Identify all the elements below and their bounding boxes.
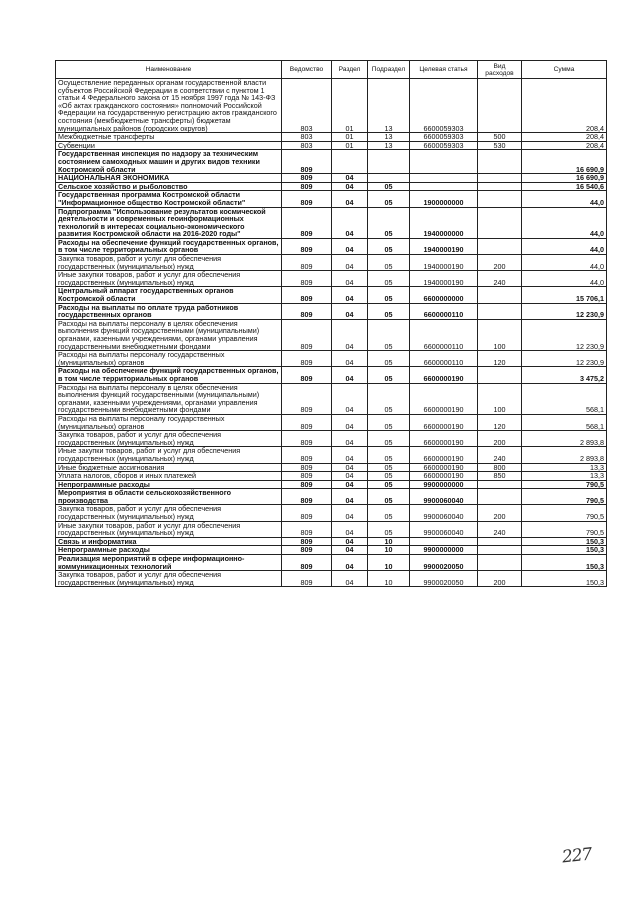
cell-vid: 200	[478, 255, 522, 271]
cell-article: 1940000190	[410, 271, 478, 287]
cell-podrazdel: 10	[368, 571, 410, 587]
cell-article: 6600000000	[410, 287, 478, 303]
cell-name: Подпрограмма "Использование результатов космической деятельности и современных геоинформационных технологий в интересах социально-экономического развития Костромской области на 2016-2020 годы"	[56, 207, 282, 238]
table-row	[56, 463, 607, 472]
cell-name: Связь и информатика	[56, 537, 282, 546]
cell-podrazdel: 05	[368, 207, 410, 238]
cell-article: 6600000190	[410, 472, 478, 481]
cell-razdel	[332, 150, 368, 174]
cell-name: Реализация мероприятий в сфере информационно-коммуникационных технологий	[56, 555, 282, 571]
table-row	[56, 367, 607, 383]
cell-sum: 16 690,9	[522, 174, 607, 183]
cell-name: Расходы на выплаты по оплате труда работников государственных органов	[56, 303, 282, 319]
cell-vedomstvo: 809	[282, 555, 332, 571]
table-row	[56, 571, 607, 587]
table-row	[56, 555, 607, 571]
cell-name: Расходы на обеспечение функций государственных органов, в том числе территориальных органов	[56, 238, 282, 254]
cell-article: 6600000190	[410, 447, 478, 463]
cell-vedomstvo: 809	[282, 521, 332, 537]
cell-sum: 208,4	[522, 141, 607, 150]
cell-name: Расходы на выплаты персоналу государственных (муниципальных) органов	[56, 414, 282, 430]
cell-article: 9900060040	[410, 489, 478, 505]
cell-name: Иные бюджетные ассигнования	[56, 463, 282, 472]
cell-vedomstvo: 809	[282, 546, 332, 555]
page-number: 227	[561, 844, 593, 868]
cell-podrazdel: 13	[368, 141, 410, 150]
cell-vid	[478, 238, 522, 254]
cell-sum: 790,5	[522, 505, 607, 521]
cell-vid	[478, 191, 522, 207]
cell-vedomstvo: 803	[282, 79, 332, 133]
table-row	[56, 431, 607, 447]
cell-vedomstvo: 809	[282, 537, 332, 546]
cell-name: Закупка товаров, работ и услуг для обеспечения государственных (муниципальных) нужд	[56, 255, 282, 271]
cell-razdel: 04	[332, 319, 368, 350]
cell-article: 6600000190	[410, 414, 478, 430]
cell-name: Сельское хозяйство и рыболовство	[56, 182, 282, 191]
cell-name: Иные закупки товаров, работ и услуг для обеспечения государственных (муниципальных) нужд	[56, 447, 282, 463]
cell-vedomstvo: 809	[282, 255, 332, 271]
cell-vedomstvo: 809	[282, 287, 332, 303]
cell-vedomstvo: 809	[282, 303, 332, 319]
cell-podrazdel	[368, 150, 410, 174]
cell-razdel: 04	[332, 255, 368, 271]
cell-name: Расходы на обеспечение функций государственных органов, в том числе территориальных органов	[56, 367, 282, 383]
cell-vid	[478, 207, 522, 238]
table-row	[56, 255, 607, 271]
cell-vedomstvo: 809	[282, 150, 332, 174]
cell-vedomstvo: 809	[282, 489, 332, 505]
cell-razdel: 04	[332, 207, 368, 238]
cell-name: Расходы на выплаты персоналу в целях обеспечения выполнения функций государственными (муниципальными) органами, казенными учреждениями, органами управления государственными внебюджетными фондами	[56, 319, 282, 350]
cell-vid: 200	[478, 505, 522, 521]
cell-sum: 15 706,1	[522, 287, 607, 303]
cell-article: 9900020050	[410, 571, 478, 587]
cell-name: Центральный аппарат государственных органов Костромской области	[56, 287, 282, 303]
cell-name: Уплата налогов, сборов и иных платежей	[56, 472, 282, 481]
cell-name: Закупка товаров, работ и услуг для обеспечения государственных (муниципальных) нужд	[56, 431, 282, 447]
table-row	[56, 447, 607, 463]
cell-razdel: 04	[332, 182, 368, 191]
cell-article: 6600000190	[410, 463, 478, 472]
table-row	[56, 414, 607, 430]
cell-razdel: 04	[332, 367, 368, 383]
cell-podrazdel: 05	[368, 414, 410, 430]
cell-vid: 800	[478, 463, 522, 472]
cell-vedomstvo: 803	[282, 141, 332, 150]
cell-vid: 850	[478, 472, 522, 481]
header-podrazdel: Подраздел	[368, 61, 410, 79]
cell-article: 6600059303	[410, 133, 478, 142]
cell-article: 9900000000	[410, 480, 478, 489]
table-row	[56, 79, 607, 133]
cell-podrazdel: 05	[368, 521, 410, 537]
cell-vedomstvo: 809	[282, 238, 332, 254]
cell-article: 9900060040	[410, 521, 478, 537]
cell-article: 9900000000	[410, 546, 478, 555]
cell-article: 6600000190	[410, 367, 478, 383]
cell-article: 6600000190	[410, 383, 478, 414]
cell-article: 6600000110	[410, 351, 478, 367]
table-row	[56, 182, 607, 191]
cell-sum: 16 690,9	[522, 150, 607, 174]
cell-article	[410, 174, 478, 183]
cell-razdel: 04	[332, 463, 368, 472]
cell-article	[410, 182, 478, 191]
cell-sum: 44,0	[522, 191, 607, 207]
cell-article: 1940000190	[410, 255, 478, 271]
cell-sum: 150,3	[522, 546, 607, 555]
cell-razdel: 01	[332, 141, 368, 150]
cell-name: Иные закупки товаров, работ и услуг для обеспечения государственных (муниципальных) нужд	[56, 521, 282, 537]
table-row	[56, 287, 607, 303]
cell-name: Осуществление переданных органам государственной власти субъектов Российской Федерации в соответствии с пунктом 1 статьи 4 Федерального закона от 15 ноября 1997 года № 143-ФЗ «Об актах гражданского состояния» полномочий Российской Федерации на государственную регистрацию актов гражданского состояния (межбюджетные трансферты) бюджетам муниципальных районов (городских округов)	[56, 79, 282, 133]
cell-name: Непрограммные расходы	[56, 546, 282, 555]
cell-name: Непрограммные расходы	[56, 480, 282, 489]
cell-name: Закупка товаров, работ и услуг для обеспечения государственных (муниципальных) нужд	[56, 505, 282, 521]
cell-vedomstvo: 809	[282, 174, 332, 183]
table-row	[56, 238, 607, 254]
cell-podrazdel: 05	[368, 472, 410, 481]
cell-razdel: 04	[332, 447, 368, 463]
cell-article: 6600059303	[410, 79, 478, 133]
cell-article: 6600000110	[410, 303, 478, 319]
cell-podrazdel: 05	[368, 303, 410, 319]
cell-vid: 240	[478, 521, 522, 537]
cell-podrazdel: 05	[368, 505, 410, 521]
cell-podrazdel: 13	[368, 79, 410, 133]
table-row	[56, 521, 607, 537]
cell-podrazdel: 13	[368, 133, 410, 142]
cell-sum: 44,0	[522, 255, 607, 271]
cell-article: 9900060040	[410, 505, 478, 521]
cell-sum: 150,3	[522, 555, 607, 571]
header-vid: Вид расходов	[478, 61, 522, 79]
cell-razdel: 04	[332, 191, 368, 207]
cell-vedomstvo: 809	[282, 271, 332, 287]
cell-sum: 2 893,8	[522, 447, 607, 463]
cell-article	[410, 150, 478, 174]
cell-vid: 530	[478, 141, 522, 150]
cell-sum: 208,4	[522, 79, 607, 133]
cell-article: 1900000000	[410, 191, 478, 207]
cell-sum: 16 540,6	[522, 182, 607, 191]
cell-name: Закупка товаров, работ и услуг для обеспечения государственных (муниципальных) нужд	[56, 571, 282, 587]
cell-vid	[478, 555, 522, 571]
cell-podrazdel: 05	[368, 489, 410, 505]
table-row	[56, 133, 607, 142]
cell-article: 1940000190	[410, 238, 478, 254]
cell-podrazdel: 05	[368, 367, 410, 383]
cell-vedomstvo: 809	[282, 182, 332, 191]
cell-vid	[478, 182, 522, 191]
cell-razdel: 04	[332, 489, 368, 505]
cell-sum: 44,0	[522, 271, 607, 287]
cell-name: НАЦИОНАЛЬНАЯ ЭКОНОМИКА	[56, 174, 282, 183]
cell-razdel: 04	[332, 238, 368, 254]
cell-podrazdel: 05	[368, 351, 410, 367]
cell-name: Межбюджетные трансферты	[56, 133, 282, 142]
cell-razdel: 04	[332, 521, 368, 537]
cell-podrazdel: 05	[368, 238, 410, 254]
cell-vedomstvo: 809	[282, 447, 332, 463]
cell-vid: 200	[478, 571, 522, 587]
cell-sum: 208,4	[522, 133, 607, 142]
cell-vid	[478, 303, 522, 319]
cell-sum: 568,1	[522, 383, 607, 414]
cell-vedomstvo: 809	[282, 472, 332, 481]
cell-vedomstvo: 809	[282, 480, 332, 489]
cell-name: Расходы на выплаты персоналу государственных (муниципальных) органов	[56, 351, 282, 367]
cell-vedomstvo: 809	[282, 207, 332, 238]
cell-podrazdel: 10	[368, 555, 410, 571]
cell-sum: 790,5	[522, 480, 607, 489]
cell-vid: 100	[478, 383, 522, 414]
cell-sum: 790,5	[522, 489, 607, 505]
cell-podrazdel: 05	[368, 463, 410, 472]
cell-sum: 12 230,9	[522, 351, 607, 367]
cell-sum: 12 230,9	[522, 319, 607, 350]
cell-podrazdel: 10	[368, 546, 410, 555]
table-row	[56, 480, 607, 489]
cell-name: Мероприятия в области сельскохозяйственного производства	[56, 489, 282, 505]
table-row	[56, 207, 607, 238]
header-vedomstvo: Ведомство	[282, 61, 332, 79]
table-row	[56, 537, 607, 546]
cell-vid	[478, 480, 522, 489]
cell-vedomstvo: 809	[282, 414, 332, 430]
table-row	[56, 319, 607, 350]
cell-vid	[478, 150, 522, 174]
cell-sum: 150,3	[522, 571, 607, 587]
cell-vid	[478, 537, 522, 546]
cell-podrazdel: 05	[368, 431, 410, 447]
cell-razdel: 04	[332, 287, 368, 303]
table-row	[56, 141, 607, 150]
table-row	[56, 505, 607, 521]
table-row	[56, 174, 607, 183]
table-row	[56, 271, 607, 287]
cell-podrazdel: 05	[368, 287, 410, 303]
cell-podrazdel: 05	[368, 271, 410, 287]
cell-razdel: 04	[332, 174, 368, 183]
cell-vid	[478, 174, 522, 183]
cell-sum: 44,0	[522, 238, 607, 254]
cell-razdel: 01	[332, 79, 368, 133]
header-name: Наименование	[56, 61, 282, 79]
cell-podrazdel: 05	[368, 480, 410, 489]
cell-vedomstvo: 809	[282, 431, 332, 447]
cell-podrazdel: 05	[368, 319, 410, 350]
cell-vedomstvo: 809	[282, 351, 332, 367]
cell-razdel: 04	[332, 303, 368, 319]
cell-vid: 240	[478, 271, 522, 287]
cell-razdel: 04	[332, 271, 368, 287]
cell-sum: 13,3	[522, 463, 607, 472]
table-row	[56, 191, 607, 207]
cell-vid: 500	[478, 133, 522, 142]
cell-podrazdel: 05	[368, 255, 410, 271]
cell-razdel: 04	[332, 351, 368, 367]
cell-razdel: 04	[332, 555, 368, 571]
cell-razdel: 04	[332, 537, 368, 546]
budget-table	[55, 60, 607, 587]
cell-vedomstvo: 809	[282, 571, 332, 587]
table-row	[56, 472, 607, 481]
cell-vedomstvo: 809	[282, 191, 332, 207]
cell-razdel: 01	[332, 133, 368, 142]
header-razdel: Раздел	[332, 61, 368, 79]
cell-vid	[478, 79, 522, 133]
cell-razdel: 04	[332, 546, 368, 555]
cell-razdel: 04	[332, 472, 368, 481]
cell-sum: 44,0	[522, 207, 607, 238]
cell-sum: 150,3	[522, 537, 607, 546]
cell-name: Государственная инспекция по надзору за техническим состоянием самоходных машин и других видов техники Костромской области	[56, 150, 282, 174]
cell-vedomstvo: 809	[282, 367, 332, 383]
cell-name: Субвенции	[56, 141, 282, 150]
cell-vedomstvo: 809	[282, 505, 332, 521]
cell-vedomstvo: 809	[282, 463, 332, 472]
cell-article: 1940000000	[410, 207, 478, 238]
cell-vid	[478, 489, 522, 505]
cell-article: 9900020050	[410, 555, 478, 571]
table-row	[56, 489, 607, 505]
cell-vid	[478, 287, 522, 303]
cell-vid	[478, 546, 522, 555]
cell-sum: 790,5	[522, 521, 607, 537]
cell-name: Государственная программа Костромской области "Информационное общество Костромской области"	[56, 191, 282, 207]
cell-podrazdel: 05	[368, 447, 410, 463]
cell-sum: 13,3	[522, 472, 607, 481]
cell-razdel: 04	[332, 414, 368, 430]
cell-name: Расходы на выплаты персоналу в целях обеспечения выполнения функций государственными (муниципальными) органами, казенными учреждениями, органами управления государственными внебюджетными фондами	[56, 383, 282, 414]
cell-vid	[478, 367, 522, 383]
cell-podrazdel: 10	[368, 537, 410, 546]
cell-vid: 120	[478, 414, 522, 430]
cell-podrazdel: 05	[368, 182, 410, 191]
cell-vid: 120	[478, 351, 522, 367]
header-sum: Сумма	[522, 61, 607, 79]
cell-sum: 568,1	[522, 414, 607, 430]
cell-razdel: 04	[332, 571, 368, 587]
cell-razdel: 04	[332, 431, 368, 447]
cell-name: Иные закупки товаров, работ и услуг для обеспечения государственных (муниципальных) нужд	[56, 271, 282, 287]
cell-podrazdel: 05	[368, 383, 410, 414]
cell-razdel: 04	[332, 505, 368, 521]
header-article: Целевая статья	[410, 61, 478, 79]
table-body	[56, 79, 607, 587]
cell-razdel: 04	[332, 383, 368, 414]
cell-article: 6600059303	[410, 141, 478, 150]
cell-sum: 3 475,2	[522, 367, 607, 383]
cell-article: 6600000190	[410, 431, 478, 447]
cell-article: 6600000110	[410, 319, 478, 350]
table-row	[56, 150, 607, 174]
table-row	[56, 546, 607, 555]
cell-vedomstvo: 809	[282, 319, 332, 350]
cell-vid: 100	[478, 319, 522, 350]
cell-podrazdel	[368, 174, 410, 183]
table-row	[56, 351, 607, 367]
cell-podrazdel: 05	[368, 191, 410, 207]
cell-vid: 240	[478, 447, 522, 463]
cell-razdel: 04	[332, 480, 368, 489]
cell-vedomstvo: 809	[282, 383, 332, 414]
cell-sum: 12 230,9	[522, 303, 607, 319]
cell-sum: 2 893,8	[522, 431, 607, 447]
table-row	[56, 303, 607, 319]
cell-article	[410, 537, 478, 546]
table-header-row	[56, 61, 607, 79]
cell-vedomstvo: 803	[282, 133, 332, 142]
cell-vid: 200	[478, 431, 522, 447]
table-row	[56, 383, 607, 414]
